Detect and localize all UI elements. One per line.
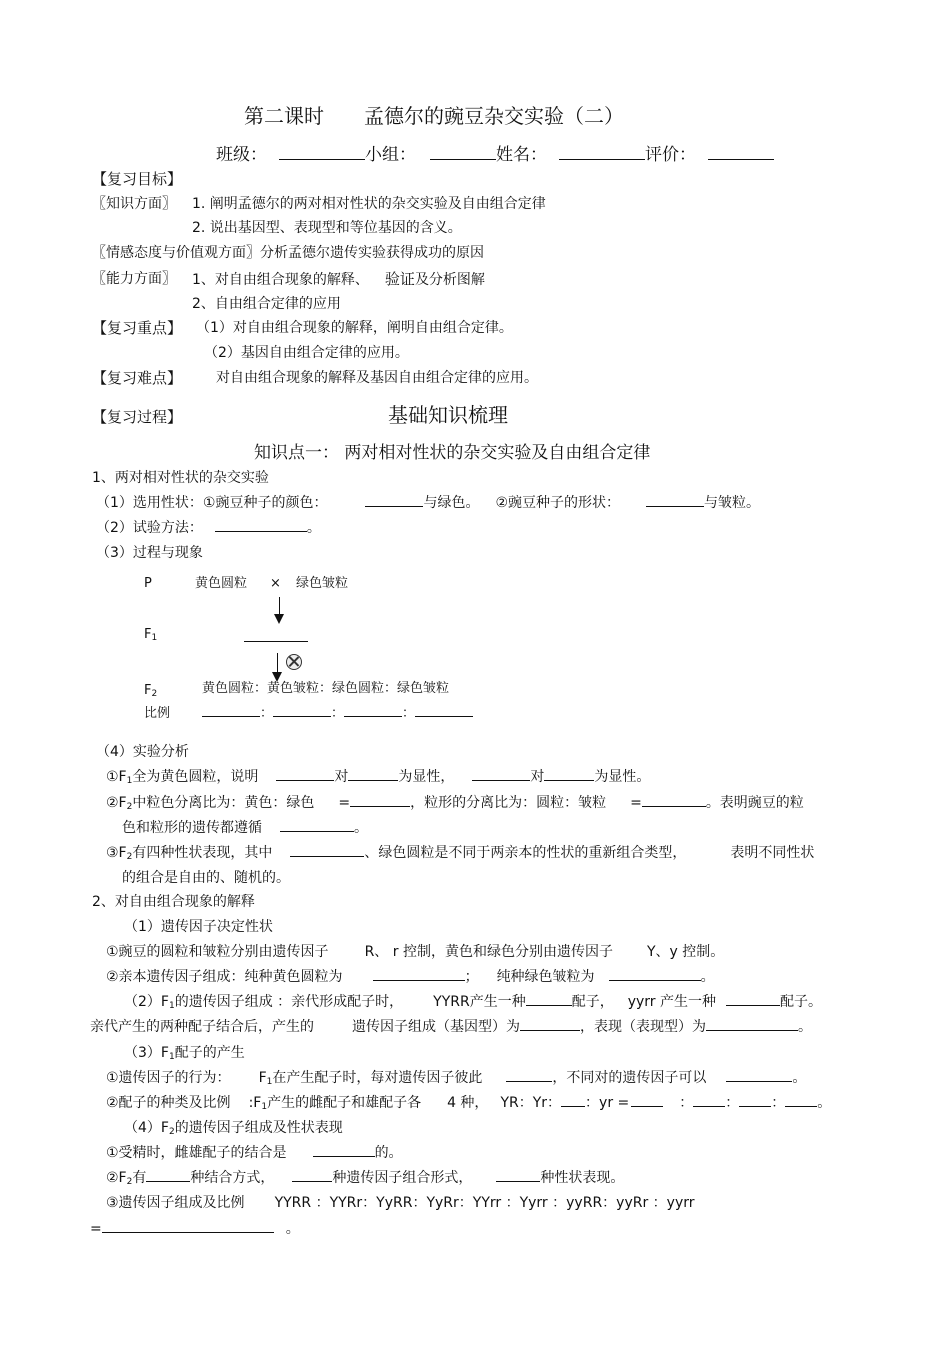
ratio-blank[interactable] — [202, 715, 260, 717]
ratio-blank[interactable] — [344, 715, 402, 717]
f1-blank[interactable] — [244, 640, 308, 642]
blank-shape[interactable] — [646, 505, 704, 507]
blank[interactable] — [561, 1105, 585, 1107]
blank[interactable] — [350, 805, 410, 807]
blank[interactable] — [373, 979, 465, 981]
p-right: 绿色皱粒 — [296, 576, 349, 591]
class-label: 班级： — [216, 145, 267, 165]
ability-item-1: 1、对自由组合现象的解释、 验证及分析图解 — [192, 270, 485, 288]
key-point-1: （1）对自由组合现象的解释，阐明自由组合定律。 — [196, 320, 513, 336]
emotion-goal: 〖情感态度与价值观方面〗分析孟德尔遗传实验获得成功的原因 — [92, 245, 484, 261]
blank[interactable] — [544, 779, 594, 781]
blank[interactable] — [520, 1029, 580, 1031]
blank[interactable] — [146, 1180, 190, 1182]
difficulty-text: 对自由组合现象的解释及基因自由组合定律的应用。 — [216, 370, 538, 386]
s2-title: 2、对自由组合现象的解释 — [92, 894, 255, 910]
s2-c2: ②配子的种类及比例 $:F_1$产生的雌配子和雄配子各 4 种， YR：Yr： ：yr = ： ： ： 。 — [106, 1095, 832, 1112]
blank-color[interactable] — [365, 505, 423, 507]
ability-label: 〖能力方面〗 — [92, 271, 176, 287]
s2-h1: （1）遗传因子决定性状 — [124, 919, 273, 935]
knowledge-label: 〖知识方面〗 — [92, 196, 176, 212]
p-left: 黄色圆粒 — [195, 576, 248, 591]
info-row — [216, 147, 774, 164]
key-header: 【复习重点】 — [92, 319, 183, 337]
s2-a2: ②亲本遗传因子组成：纯种黄色圆粒为 ； 纯种绿色皱粒为 。 — [106, 969, 715, 985]
blank[interactable] — [102, 1231, 274, 1233]
blank[interactable] — [290, 855, 364, 857]
f2-label: $F_2$ — [144, 683, 158, 699]
section-title: 基础知识梳理 — [388, 403, 508, 427]
group-field[interactable] — [430, 158, 496, 160]
s2-d2: $②F_2$有 种结合方式， 种遗传因子组合形式， 种性状表现。 — [106, 1170, 625, 1187]
s4-line3: $③F_2$有四种性状表现，其中 、绿色圆粒是不同于两亲本的性状的重新组合类型， 表明不同性状 — [106, 845, 815, 862]
eval-label: 评价： — [645, 145, 696, 165]
process-header: 【复习过程】 — [92, 408, 183, 426]
f2-phenotypes: 黄色圆粒：黄色皱粒：绿色圆粒：绿色皱粒 — [202, 681, 450, 696]
ratio-blank[interactable] — [415, 715, 473, 717]
s2-d3: ③遗传因子组成及比例 YYRR ：YYRr：YyRR：YyRr：YYrr ：Yyrr ：yyRR：yyRr ：yyrr — [106, 1195, 695, 1211]
s4-line2b: 色和粒形的遗传都遵循 。 — [122, 820, 368, 836]
key-point-2: （2）基因自由组合定律的应用。 — [204, 345, 409, 361]
s4-title: （4）实验分析 — [96, 744, 189, 760]
s2-b1: $(2)F_1$的遗传因子组成 ：亲代形成配子时， YYRR产生一种 配子， yyrr 产生一种 配子。 — [124, 994, 823, 1011]
blank[interactable] — [693, 1105, 725, 1107]
class-field[interactable] — [279, 158, 365, 160]
arrow-shaft-1 — [279, 597, 280, 615]
blank[interactable] — [642, 805, 706, 807]
blank[interactable] — [313, 1155, 375, 1157]
blank[interactable] — [631, 1105, 663, 1107]
blank[interactable] — [726, 1004, 780, 1006]
ratio-blank[interactable] — [273, 715, 331, 717]
s4-line3b: 的组合是自由的、随机的。 — [122, 870, 290, 886]
blank[interactable] — [726, 1080, 792, 1082]
arrow-shaft-2 — [277, 653, 278, 673]
knowledge-item-2: 2. 说出基因型、表现型和等位基因的含义。 — [192, 220, 462, 236]
ability-item-2: 2、自由组合定律的应用 — [192, 296, 341, 312]
blank[interactable] — [348, 779, 398, 781]
s2-h3: $(3)F_1$配子的产生 — [124, 1045, 245, 1062]
blank[interactable] — [292, 1180, 332, 1182]
arrow-down-icon — [274, 614, 284, 624]
s2-d1: ①受精时，雌雄配子的结合是 的。 — [106, 1145, 403, 1161]
blank-method[interactable] — [215, 530, 307, 532]
s1-line1: （1）选用性状：①豌豆种子的颜色： 与绿色。 ②豌豆种子的形状： 与皱粒。 — [96, 495, 761, 511]
ratio-blanks: ： ： ： — [202, 707, 473, 720]
blank[interactable] — [706, 1029, 798, 1031]
blank[interactable] — [280, 830, 354, 832]
s2-h4: $(4)F_2$的遗传因子组成及性状表现 — [124, 1120, 343, 1137]
p-label: P — [144, 576, 152, 591]
s1-title: 1、两对相对性状的杂交实验 — [92, 470, 269, 486]
s1-line3: （3）过程与现象 — [96, 545, 203, 561]
goals-header: 【复习目标】 — [92, 170, 183, 188]
s2-b2: 亲代产生的两种配子结合后，产生的 遗传因子组成（基因型）为 ，表现（表现型）为 。 — [90, 1019, 812, 1035]
eval-field[interactable] — [708, 158, 774, 160]
f1-label: $F_1$ — [144, 627, 158, 643]
group-label: 小组： — [365, 145, 416, 165]
s4-line2: $②F_2$中粒色分离比为：黄色：绿色 = ，粒形的分离比为：圆粒：皱粒 = 。表明豌豆的粒 — [106, 795, 804, 812]
times-sign: × — [270, 576, 281, 591]
blank[interactable] — [526, 1004, 572, 1006]
s1-line2: （2）试验方法： 。 — [96, 520, 321, 536]
name-label: 姓名： — [496, 145, 547, 165]
blank[interactable] — [276, 779, 334, 781]
ratio-label: 比例 — [144, 706, 171, 721]
page-title: 第二课时 孟德尔的豌豆杂交实验（二） — [244, 104, 624, 128]
blank[interactable] — [739, 1105, 771, 1107]
s2-a1: ①豌豆的圆粒和皱粒分别由遗传因子 R、 r 控制，黄色和绿色分别由遗传因子 Y、y 控制。 — [106, 944, 725, 960]
knowledge-item-1: 1. 阐明孟德尔的两对相对性状的杂交实验及自由组合定律 — [192, 196, 546, 212]
knowledge-point-1: 知识点一： 两对相对性状的杂交实验及自由组合定律 — [254, 443, 651, 463]
blank[interactable] — [506, 1080, 552, 1082]
s4-line1: $①F_1$全为黄色圆粒，说明 对 为显性， 对 为显性。 — [106, 769, 651, 786]
blank[interactable] — [496, 1180, 540, 1182]
name-field[interactable] — [559, 158, 645, 160]
self-cross-icon — [286, 654, 302, 670]
blank[interactable] — [609, 979, 701, 981]
blank[interactable] — [785, 1105, 817, 1107]
s2-c1: ①遗传因子的行为： $F_1$在产生配子时，每对遗传因子彼此 ，不同对的遗传因子可以 。 — [106, 1070, 807, 1087]
difficulty-header: 【复习难点】 — [92, 369, 183, 387]
blank[interactable] — [472, 779, 530, 781]
s2-d4: = 。 — [90, 1221, 300, 1237]
